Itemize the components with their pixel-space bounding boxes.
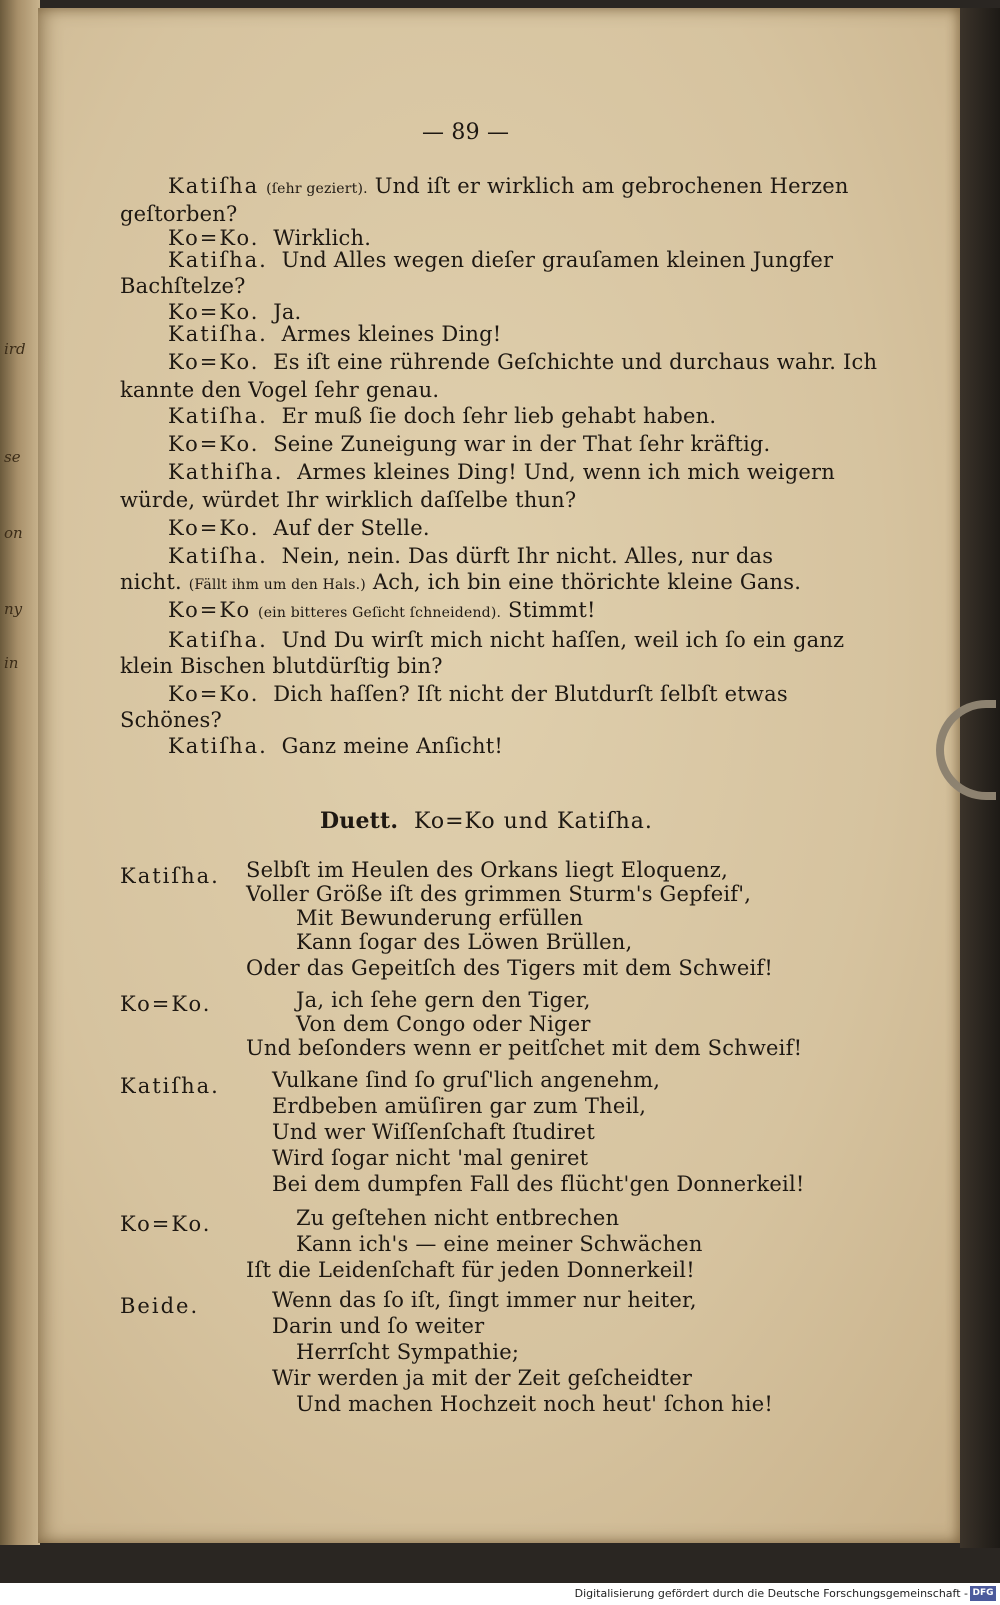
prev-page-fragment: ny xyxy=(4,600,23,618)
line-text: Stimmt! xyxy=(508,598,596,622)
line-text: nicht. xyxy=(120,570,182,594)
speaker-name: Katiſha. xyxy=(168,322,268,346)
dialogue-line xyxy=(168,544,773,568)
duet-title: Duett. xyxy=(320,808,399,834)
dialogue-line xyxy=(168,322,501,346)
dialogue-line xyxy=(168,598,596,622)
speaker-name: Ko=Ko. xyxy=(168,682,260,706)
line-text: Armes kleines Ding! Und, wenn ich mich weigern xyxy=(297,460,835,484)
verse-speaker: Ko=Ko. xyxy=(120,992,212,1016)
dialogue-line xyxy=(168,734,503,758)
verse-line: Ja, ich ſehe gern den Tiger, xyxy=(296,988,591,1012)
dialogue-line xyxy=(168,350,877,374)
verse-line: Erdbeben amüſiren gar zum Theil, xyxy=(272,1094,647,1118)
verse-line: Und machen Hochzeit noch heut' ſchon hie! xyxy=(296,1392,773,1416)
line-text: Und Du wirſt mich nicht haſſen, weil ich ſo ein ganz xyxy=(281,628,845,652)
dialogue-line xyxy=(168,516,430,540)
duet-subtitle: Ko=Ko und Katiſha. xyxy=(413,809,653,834)
verse-speaker: Beide. xyxy=(120,1294,200,1318)
line-text: Ganz meine Anſicht! xyxy=(281,734,504,758)
page-number: — 89 — xyxy=(422,120,510,145)
line-text: Wirklich. xyxy=(273,226,372,250)
verse-line: Wird ſogar nicht 'mal geniret xyxy=(272,1146,589,1170)
stage-direction: (ein bitteres Geſicht ſchneidend). xyxy=(258,605,502,621)
prev-page-fragment: se xyxy=(4,448,21,466)
verse-line: Zu geſtehen nicht entbrechen xyxy=(296,1206,620,1230)
speaker-name: Katiſha. xyxy=(168,734,268,758)
line-text: Und iſt er wirklich am gebrochenen Herzen xyxy=(374,174,849,198)
verse-line: Wir werden ja mit der Zeit geſcheidter xyxy=(272,1366,693,1390)
verse-line: Wenn das ſo iſt, ſingt immer nur heiter, xyxy=(272,1288,697,1312)
dialogue-line xyxy=(168,300,301,324)
dialogue-line xyxy=(168,226,371,250)
speaker-name: Katiſha. xyxy=(168,404,268,428)
line-text: Er muß ſie doch ſehr lieb gehabt haben. xyxy=(281,404,717,428)
speaker-name: Ko=Ko. xyxy=(168,350,260,374)
footer-bar xyxy=(0,1583,1000,1605)
previous-page-edge xyxy=(0,0,40,1545)
line-text: Ach, ich bin eine thörichte kleine Gans. xyxy=(372,570,802,594)
line-text: Nein, nein. Das dürft Ihr nicht. Alles, nur das xyxy=(281,544,774,568)
dialogue-continuation: Bachſtelze? xyxy=(120,274,246,298)
speaker-name: Katiſha. xyxy=(168,248,268,272)
speaker-name: Ko=Ko xyxy=(168,598,252,622)
prev-page-fragment: ird xyxy=(4,340,26,358)
dialogue-line xyxy=(168,628,844,652)
speaker-name: Kathiſha. xyxy=(168,460,284,484)
verse-line: Und beſonders wenn er peitſchet mit dem Schweif! xyxy=(246,1036,803,1060)
dialogue-continuation: kannte den Vogel ſehr genau. xyxy=(120,378,440,402)
dialogue-line xyxy=(168,248,833,272)
prev-page-fragment: on xyxy=(4,524,23,542)
verse-speaker: Katiſha. xyxy=(120,1074,220,1098)
speaker-name: Ko=Ko. xyxy=(168,226,260,250)
verse-line: Iſt die Leidenſchaft für jeden Donnerkeil! xyxy=(246,1258,695,1282)
speaker-name: Ko=Ko. xyxy=(168,432,260,456)
dialogue-continuation xyxy=(120,570,801,594)
verse-line: Kann ich's — eine meiner Schwächen xyxy=(296,1232,703,1256)
duet-heading xyxy=(320,808,653,834)
verse-line: Und wer Wiſſenſchaft ſtudiret xyxy=(272,1120,595,1144)
speaker-name: Katiſha. xyxy=(168,628,268,652)
verse-speaker: Katiſha. xyxy=(120,864,220,888)
prev-page-fragment: in xyxy=(4,654,19,672)
verse-line: Voller Größe iſt des grimmen Sturm's Gepfeif', xyxy=(246,882,752,906)
speaker-name: Ko=Ko. xyxy=(168,516,260,540)
line-text: Und Alles wegen dieſer grauſamen kleinen Jungfer xyxy=(281,248,834,272)
line-text: Ja. xyxy=(273,300,302,324)
verse-line: Von dem Congo oder Niger xyxy=(296,1012,591,1036)
dialogue-line xyxy=(168,404,716,428)
verse-line: Darin und ſo weiter xyxy=(272,1314,485,1338)
verse-line: Selbſt im Heulen des Orkans liegt Eloquenz, xyxy=(246,858,728,882)
dialogue-continuation: geſtorben? xyxy=(120,202,238,226)
dialogue-continuation: klein Bischen blutdürſtig bin? xyxy=(120,654,443,678)
digitization-credit: Digitalisierung gefördert durch die Deutsche Forschungsgemeinschaft - xyxy=(574,1587,968,1600)
verse-line: Vulkane ſind ſo gruſ'lich angenehm, xyxy=(272,1068,661,1092)
dialogue-line xyxy=(168,682,788,706)
verse-line: Kann ſogar des Löwen Brüllen, xyxy=(296,930,633,954)
speaker-name: Katiſha. xyxy=(168,544,268,568)
dialogue-continuation: Schönes? xyxy=(120,708,222,732)
verse-line: Oder das Gepeitſch des Tigers mit dem Schweif! xyxy=(246,956,773,980)
speaker-name: Katiſha xyxy=(168,174,260,198)
dialogue-line xyxy=(168,460,835,484)
line-text: Auf der Stelle. xyxy=(273,516,430,540)
verse-line: Mit Bewunderung erfüllen xyxy=(296,906,584,930)
line-text: Seine Zuneigung war in der That ſehr kräftig. xyxy=(273,432,771,456)
verse-speaker: Ko=Ko. xyxy=(120,1212,212,1236)
verse-line: Bei dem dumpfen Fall des flücht'gen Donnerkeil! xyxy=(272,1172,805,1196)
dialogue-line xyxy=(168,432,770,456)
dfg-logo: DFG xyxy=(970,1586,996,1601)
dialogue-continuation: würde, würdet Ihr wirklich daſſelbe thun? xyxy=(120,488,577,512)
stage-direction: (Fällt ihm um den Hals.) xyxy=(188,577,366,593)
speaker-name: Ko=Ko. xyxy=(168,300,260,324)
line-text: Es iſt eine rührende Geſchichte und durchaus wahr. Ich xyxy=(273,350,878,374)
verse-line: Herrſcht Sympathie; xyxy=(296,1340,520,1364)
line-text: Dich haſſen? Iſt nicht der Blutdurſt ſelbſt etwas xyxy=(273,682,788,706)
dialogue-line xyxy=(168,174,849,198)
line-text: Armes kleines Ding! xyxy=(281,322,502,346)
stage-direction: (ſehr geziert). xyxy=(266,181,368,197)
